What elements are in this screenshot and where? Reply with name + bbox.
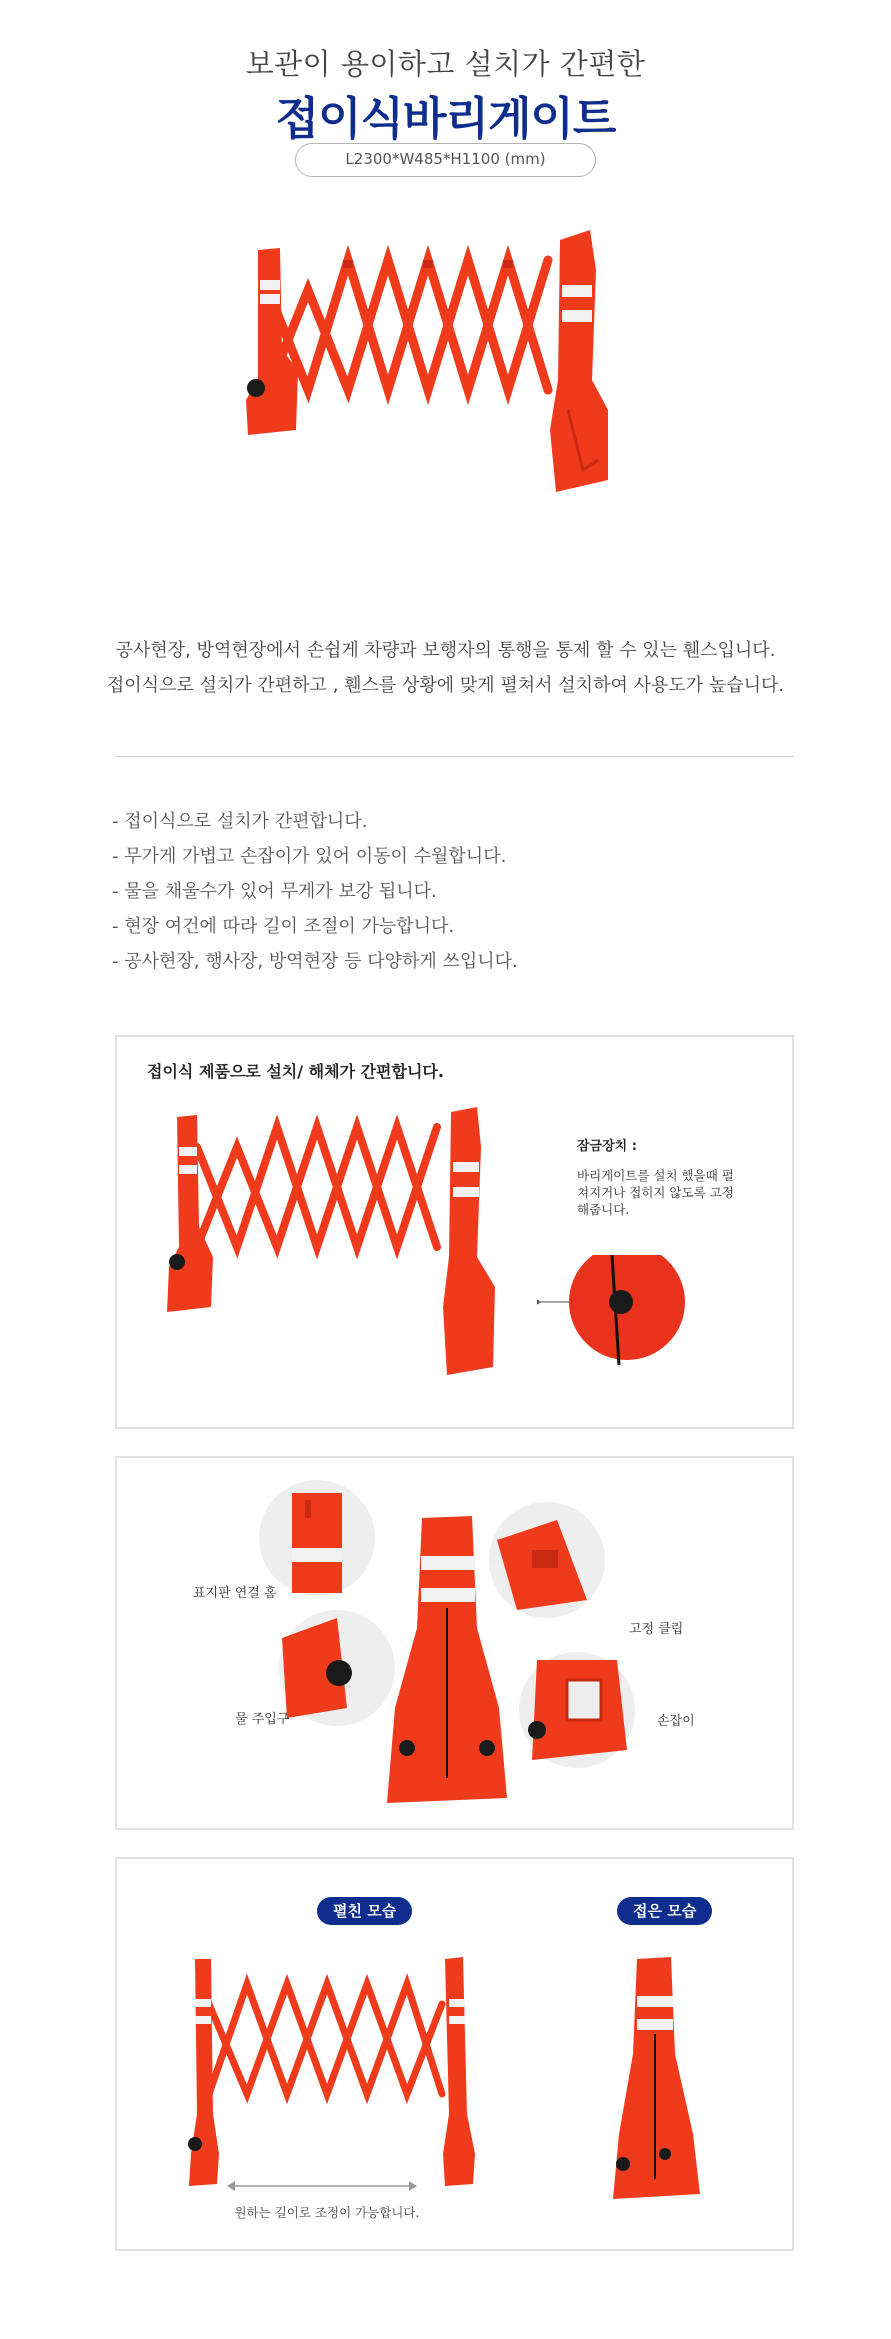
feature-item: - 공사현장, 행사장, 방역현장 등 다양하게 쓰입니다.: [112, 951, 518, 972]
folded-barrier-image: [605, 1954, 705, 2209]
label-water-inlet: 물 주입구: [235, 1712, 290, 1727]
feature-item: - 물을 채울수가 있어 무게가 보강 됩니다.: [112, 881, 437, 902]
lock-heading: 잠금장치 :: [577, 1139, 637, 1154]
install-panel-title: 접이식 제품으로 설치/ 해체가 간편합니다.: [147, 1062, 444, 1081]
feature-item: - 무가게 가볍고 손잡이가 있어 이동이 수월합니다.: [112, 846, 507, 867]
expanded-label-badge: 펼친 모습: [317, 1897, 412, 1925]
label-sign-slot: 표지판 연결 홈: [193, 1586, 277, 1601]
expanded-barrier-image: [167, 1107, 507, 1407]
fixing-clip-detail-image: [487, 1500, 607, 1620]
label-fixing-clip: 고정 클립: [629, 1622, 684, 1637]
install-panel: [115, 1035, 794, 1429]
parts-panel: [115, 1456, 794, 1830]
feature-list: [112, 809, 518, 984]
folded-label-badge: 접은 모습: [617, 1897, 712, 1925]
spec-badge: L2300*W485*H1100 (mm): [295, 143, 596, 177]
feature-item: - 접이식으로 설치가 간편합니다.: [112, 811, 368, 832]
description-line: 공사현장, 방역현장에서 손쉽게 차량과 보행자의 통행을 통제 할 수 있는 휀스입니다.: [115, 640, 776, 661]
comparison-panel: [115, 1857, 794, 2251]
lock-detail-image: [537, 1255, 717, 1385]
handle-detail-image: [517, 1650, 637, 1770]
feature-item: - 현장 여건에 따라 길이 조절이 가능합니다.: [112, 916, 455, 937]
hero-subtitle: 보관이 용이하고 설치가 간편한: [245, 47, 646, 81]
expanded-barrier-image: [187, 1954, 477, 2204]
section-divider: [115, 756, 794, 757]
length-arrow: [227, 2179, 417, 2193]
lock-description: 바리게이트를 설치 했을때 펼쳐지거나 접히지 않도록 고정해줍니다.: [577, 1168, 734, 1217]
hero-product-image: [238, 230, 638, 560]
hero-title: 접이식바리게이트: [275, 92, 616, 145]
label-handle: 손잡이: [657, 1714, 695, 1729]
description-line: 접이식으로 설치가 간편하고 , 휀스를 상황에 맞게 펼쳐서 설치하여 사용도가 높습니다.: [106, 675, 785, 696]
length-caption: 원하는 길이로 조정이 가능합니다.: [234, 2205, 420, 2220]
sign-slot-detail-image: [257, 1478, 377, 1598]
